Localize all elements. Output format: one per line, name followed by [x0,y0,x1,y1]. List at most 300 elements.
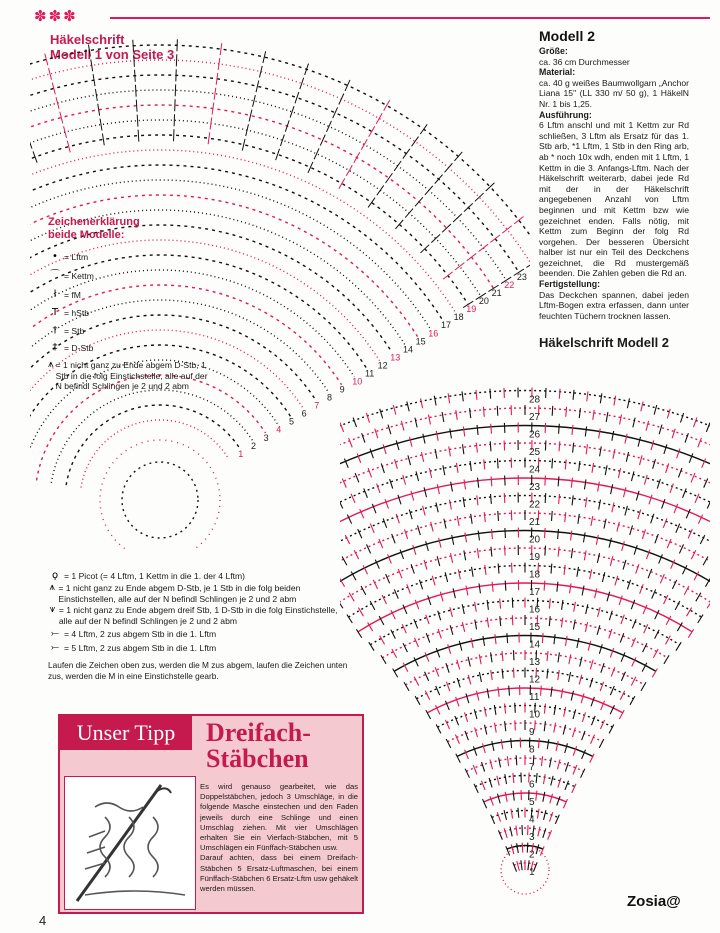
chart2-stitch [581,694,584,704]
chart2-stitch [426,541,429,551]
tip-title: Dreifach-Stäbchen [206,718,311,773]
legend-symbol-icon: ł [53,289,57,300]
chart2-stitch [450,625,453,635]
chart2-stitch [573,620,575,630]
chart1-row-arc [30,315,316,471]
chart2-stitch [670,484,673,493]
chart2-stitch [396,440,399,450]
chart2-stitch [463,444,464,454]
chart2-stitch [498,687,499,697]
chart2-stitch [654,405,657,415]
chart2-stitch [561,688,563,698]
chart2-stitch [513,862,517,871]
chart2-stitch [505,792,507,802]
chart2-stitch [380,409,383,419]
material-label: Material: [539,67,576,78]
chart2-stitch [435,449,437,459]
chart2-stitch [440,592,443,602]
chart2-stitch [452,535,454,545]
chart2-stitch [582,731,585,740]
chart2-stitch [592,463,594,473]
chart2-row-label: 3 [529,832,535,843]
chart2-stitch [509,686,510,696]
legend-item [48,583,348,604]
chart2-stitch [491,547,492,557]
chart2-stitch [556,741,558,751]
chart2-row-arc [340,496,710,559]
chart2-stitch [604,519,606,529]
chart1-stitch [420,124,427,134]
ausfuehrung-label: Ausführung: [539,109,592,120]
chart2-stitch [415,418,417,428]
chart2-stitch [381,463,384,472]
chart1-stitch [339,178,345,188]
chart2-stitch [405,529,408,538]
chart2-stitch [411,491,414,501]
chart2-stitch [644,475,647,485]
chart2-stitch [497,776,499,786]
chart2-stitch [465,731,468,740]
chart2-stitch [657,479,660,489]
chart2-stitch [639,455,642,465]
chart1-row-label: 6 [301,408,307,419]
chart2-stitch [446,739,451,748]
chart2-stitch [462,604,464,614]
chart1-stitch [308,162,313,173]
chart2-stitch [649,495,652,505]
chart2-stitch [407,584,411,593]
chart1-row-label: 11 [364,368,375,379]
chart2-stitch [478,478,479,488]
chart2-stitch [554,705,556,715]
chart1-stitch [455,263,464,270]
chart2-stitch [455,735,459,744]
chart2-stitch [655,630,660,639]
chart2-stitch [419,580,422,589]
chart2-stitch [492,529,493,539]
chart2-stitch [630,696,635,705]
chart1-row-label: 22 [504,280,515,291]
chart2-row-arc [457,741,593,757]
groesse-text: ca. 36 cm Durchmesser [539,56,630,67]
chart2-stitch [358,529,362,538]
modell2-heading: Modell 2 [539,28,596,44]
chart1-stitch [376,113,382,123]
chart2-stitch [609,611,612,621]
chart2-stitch [505,528,506,538]
chart1-row-label: 2 [250,440,256,451]
chart2-stitch [414,677,419,686]
chart2-stitch [623,560,626,570]
chart2-stitch [490,760,493,770]
legend-symbol-icon: ϙ [51,570,59,581]
chart2-stitch [362,433,365,442]
chart2-stitch [436,503,438,513]
fertigstellung-label: Fertigstellung: [539,279,601,290]
chart2-stitch [517,861,519,871]
chart2-stitch [490,389,491,399]
chart2-stitch [550,794,553,804]
chart2-stitch [541,756,542,766]
chart2-row-label: 28 [529,394,541,406]
tip-paragraph-2: Darauf achten, dass bei einem Dreifach-Stäbchen 5 Ersatz-Luftmaschen, bei einem Fünffach-Stäbchen 6 Ersatz-Lftm usw gehäkelt werden müssen. [200,853,358,894]
chart1-stitch [295,92,299,103]
chart1-stitch [403,149,410,159]
chart2-stitch [700,535,704,544]
chart2-stitch [466,586,468,596]
chart2-stitch [653,649,658,658]
chart2-stitch [499,758,501,768]
chart2-stitch [559,494,560,504]
chart1-centre-ring-outer [100,440,220,550]
chart2-stitch [396,514,399,523]
chart2-stitch [602,572,604,582]
chart2-stitch [625,506,628,516]
chart2-row-label: 8 [529,744,535,756]
chart1-stitch [464,203,473,211]
chart2-stitch [471,514,472,524]
chart1-stitch [369,126,375,136]
chart2-stitch [611,484,613,494]
chart2-stitch [572,495,573,505]
chart1-stitch [208,132,210,144]
chart2-stitch [691,550,695,559]
chart2-stitch [393,405,396,415]
chart2-stitch [577,638,579,648]
chart2-stitch [651,514,654,523]
chart2-stitch [507,633,508,643]
chart2-row-label: 5 [529,797,535,808]
chart2-row-arc [484,793,566,802]
legend-item [48,360,208,392]
legend-symbol-icon: ⤚ [51,628,59,639]
chart2-stitch [494,705,496,715]
chart2-row-label: 11 [529,692,540,703]
chart2-stitch [672,580,676,589]
chart1-stitch [443,272,452,279]
chart1-stitch [137,115,138,127]
chart2-stitch [676,642,681,650]
chart2-stitch [582,586,584,596]
chart1-row-label: 20 [478,296,489,307]
chart2-stitch [565,762,568,771]
chart2-stitch [545,546,546,556]
fertigstellung-text: Das Deckchen spannen, dabei jeden Lftm-Bogen extra erfassen, dann unter feuchten Tüchern trocknen lassen. [539,289,689,321]
chart2-stitch [562,600,563,610]
chart2-stitch [514,668,515,678]
chart2-stitch [385,499,388,508]
chart1-row-label: 14 [402,344,413,355]
chart2-stitch [423,506,426,516]
chart2-stitch [502,669,503,679]
chart2-row-label: 23 [529,482,541,493]
chart2-stitch [573,443,574,453]
chart2-stitch [443,465,445,475]
chart2-row-label: 25 [529,447,541,458]
chart2-stitch [573,709,576,719]
chart2-stitch [416,471,419,481]
chart2-stitch [457,516,459,526]
chart2-stitch [651,440,654,450]
chart2-stitch [538,827,540,837]
legend-text: = 1 nicht ganz zu Ende abgem D-Stb, 1 Stb in die folg Einstichstelle, alle auf der N befindl Schlingen je 2 und 2 abm [55,360,208,391]
chart2-stitch [578,514,579,524]
chart2-stitch [638,437,640,447]
chart2-stitch [586,604,588,614]
chart2-stitch [445,720,449,729]
chart2-stitch [485,565,486,575]
chart2-stitch [511,738,512,748]
legend-item [48,326,208,337]
chart2-stitch [678,468,681,477]
material-text: ca. 40 g weißes Baumwollgarn „Anchor Liana 15" (LL 330 m/ 50 g), 1 HäkelN Nr. 1 bis 1,25. [539,77,689,109]
chart2-stitch [631,471,634,481]
chart2-stitch [500,616,501,626]
chart2-row-label: 18 [529,569,541,581]
chart2-stitch [476,691,478,701]
chart1-stitch [88,45,90,57]
chart1-centre-ring [122,462,198,538]
chart2-stitch [481,762,484,771]
chart2-stitch [607,592,610,602]
chart2-stitch [693,418,696,427]
chart2-stitch [479,583,480,593]
chart2-stitch [414,619,418,628]
modell2-instructions [539,28,689,321]
chart2-stitch [580,657,582,667]
chart1-row-label: 3 [263,432,269,443]
chart2-stitch [570,583,571,593]
chart2-stitch [345,535,349,544]
chart2-stitch [618,468,620,478]
chart2-stitch [450,553,452,563]
chart2-stitch [558,652,559,662]
chart2-stitch [487,688,489,698]
chart1-row-label: 1 [238,448,244,459]
chart2-stitch [545,493,546,503]
chart2-stitch [464,550,466,560]
chart2-stitch [627,580,630,589]
chart1-stitch [384,100,390,110]
chart2-stitch [544,581,545,591]
chart2-stitch [392,534,395,543]
legend-text: = 1 Picot (= 4 Lftm, 1 Kettm in die 1. der 4 Lftm) [64,571,246,581]
chart2-stitch [605,465,607,475]
chart1-row-label: 15 [415,336,426,347]
legend-item [48,343,208,354]
chart2-stitch [438,611,441,621]
chart2-stitch [473,746,476,755]
chart2-stitch [590,569,592,579]
chart2-stitch [558,547,559,557]
chart2-stitch [573,390,574,400]
chart2-stitch [684,586,689,595]
chart2-stitch [547,739,549,749]
chart2-stitch [507,756,508,766]
chart2-stitch [527,843,528,853]
chart2-stitch [479,654,481,664]
legend-item [48,605,348,626]
chart2-stitch [484,725,486,735]
chart2-stitch [515,703,516,713]
chart1-stitch [276,149,280,160]
chart2-row-label: 7 [529,762,535,773]
chart2-stitch [518,808,519,818]
header-flower-ornament: ✽✽✽ [34,8,78,25]
chart2-stitch [653,459,656,469]
chart2-stitch [680,413,683,422]
chart1-row-label: 13 [390,352,401,363]
chart2-stitch [491,476,492,486]
chart2-stitch [558,529,559,539]
chart2-stitch [636,564,639,573]
chart2-row-label: 2 [529,849,535,861]
chart2-stitch [590,678,593,688]
chart1-stitch [135,85,136,97]
chart2-stitch [632,619,636,628]
chart2-stitch [428,596,431,606]
chart2-row-label: 27 [529,412,541,423]
chart2-stitch [557,760,560,770]
chart2-stitch [451,482,453,492]
chart1-row-label: 16 [428,328,439,339]
chart2-stitch [491,424,492,434]
chart2-stitch [636,491,639,501]
chart2-stitch [391,630,396,639]
chart1-stitch [256,80,259,92]
chart1-stitch [412,137,419,147]
chart2-stitch [579,408,580,418]
tip-box [58,714,364,914]
chart2-stitch [368,468,371,477]
chart2-stitch [449,500,451,510]
chart2-stitch [465,769,469,778]
legend-item [48,629,348,640]
chart2-stitch [545,528,546,538]
chart2-stitch [666,463,669,472]
chart2-stitch [409,510,412,520]
chart2-stitch [597,625,600,635]
chart1-stitch [454,152,462,161]
legend-text: = fM [64,290,81,300]
chart2-stitch [516,755,517,765]
chart2-stitch [620,633,624,642]
chart2-stitch [565,781,569,790]
chart2-stitch [421,398,423,408]
chart2-stitch [502,651,503,661]
chart2-stitch [498,564,499,574]
chart2-stitch [565,512,566,522]
chart2-stitch [634,545,637,555]
chart2-stitch [606,412,608,422]
chart2-stitch [395,459,398,469]
chart2-stitch [464,479,465,489]
chart2-stitch [498,511,499,521]
chart2-row-label: 16 [529,604,541,616]
chart2-stitch [453,588,455,598]
chart2-stitch [558,476,559,486]
chart2-stitch [662,499,665,508]
chart1-title: Häkelschrift [50,32,125,47]
chart1-stitch [514,217,523,224]
chart2-stitch [398,495,401,505]
chart2-stitch [537,809,539,819]
chart2-stitch [497,406,498,416]
chart2-stitch [549,758,551,768]
chart2-stitch [436,431,438,441]
chart2-stitch [579,461,580,471]
chart2-stitch [641,402,643,412]
chart2-row-arc [340,408,710,484]
chart1-stitch [346,165,352,175]
chart2-title: Häkelschrift Modell 2 [539,335,670,350]
chart1-stitch [354,152,360,162]
chart2-stitch [517,843,519,853]
chart2-stitch [426,633,430,642]
chart1-stitch [377,185,384,195]
chart2-stitch [474,709,477,719]
chart1-row-label: 23 [516,272,527,283]
chart1-row-label: 19 [466,304,477,315]
chart2-stitch [572,728,575,738]
legend-symbol-icon: T [51,307,59,318]
chart2-stitch [432,576,435,586]
chart2-stitch [558,778,561,788]
legend-item [48,252,208,263]
chart2-stitch [596,535,598,545]
chart2-row-label: 24 [529,464,541,476]
chart1-stitch [385,173,392,183]
chart2-stitch [544,721,545,731]
chart2-stitch [612,503,614,513]
chart2-row-label: 14 [529,639,541,651]
chart2-stitch [558,670,560,680]
chart2-stitch [672,429,675,439]
chart2-stitch [401,421,404,431]
chart2-stitch [633,418,635,428]
chart2-stitch [621,615,624,624]
chart2-stitch [411,564,414,573]
chart2-stitch [595,588,597,598]
signature: Zosia@ [627,893,681,910]
legend-text: = D-Stb [64,343,94,353]
chart2-stitch [585,427,586,437]
chart2-stitch [572,784,576,793]
chart2-stitch [667,409,670,419]
chart1-stitch [435,175,443,184]
chart1-stitch [314,148,319,159]
chart2-stitch [585,497,587,507]
chart2-stitch [483,743,486,753]
chart1-stitch [134,55,135,67]
chart1-stitch [220,43,222,55]
chart2-stitch [511,809,513,819]
chart2-stitch [552,458,553,468]
chart2-stitch [487,600,488,610]
chart2-stitch [448,644,451,654]
chart2-stitch [590,660,593,670]
chart2-stitch [479,672,481,682]
chart2-stitch [437,556,440,566]
chart2-stitch [444,519,446,529]
chart2-stitch [554,634,555,644]
legend-footnote: Laufen die Zeichen oben zus, werden die M zus abgem, laufen die Zeichen unten zus, werden die M in eine Einstichstelle gearb. [48,660,348,681]
chart2-stitch [599,500,601,510]
chart2-stitch [390,479,393,489]
chart2-stitch [688,529,692,538]
chart1-stitch [135,70,136,82]
chart2-stitch [609,629,612,638]
